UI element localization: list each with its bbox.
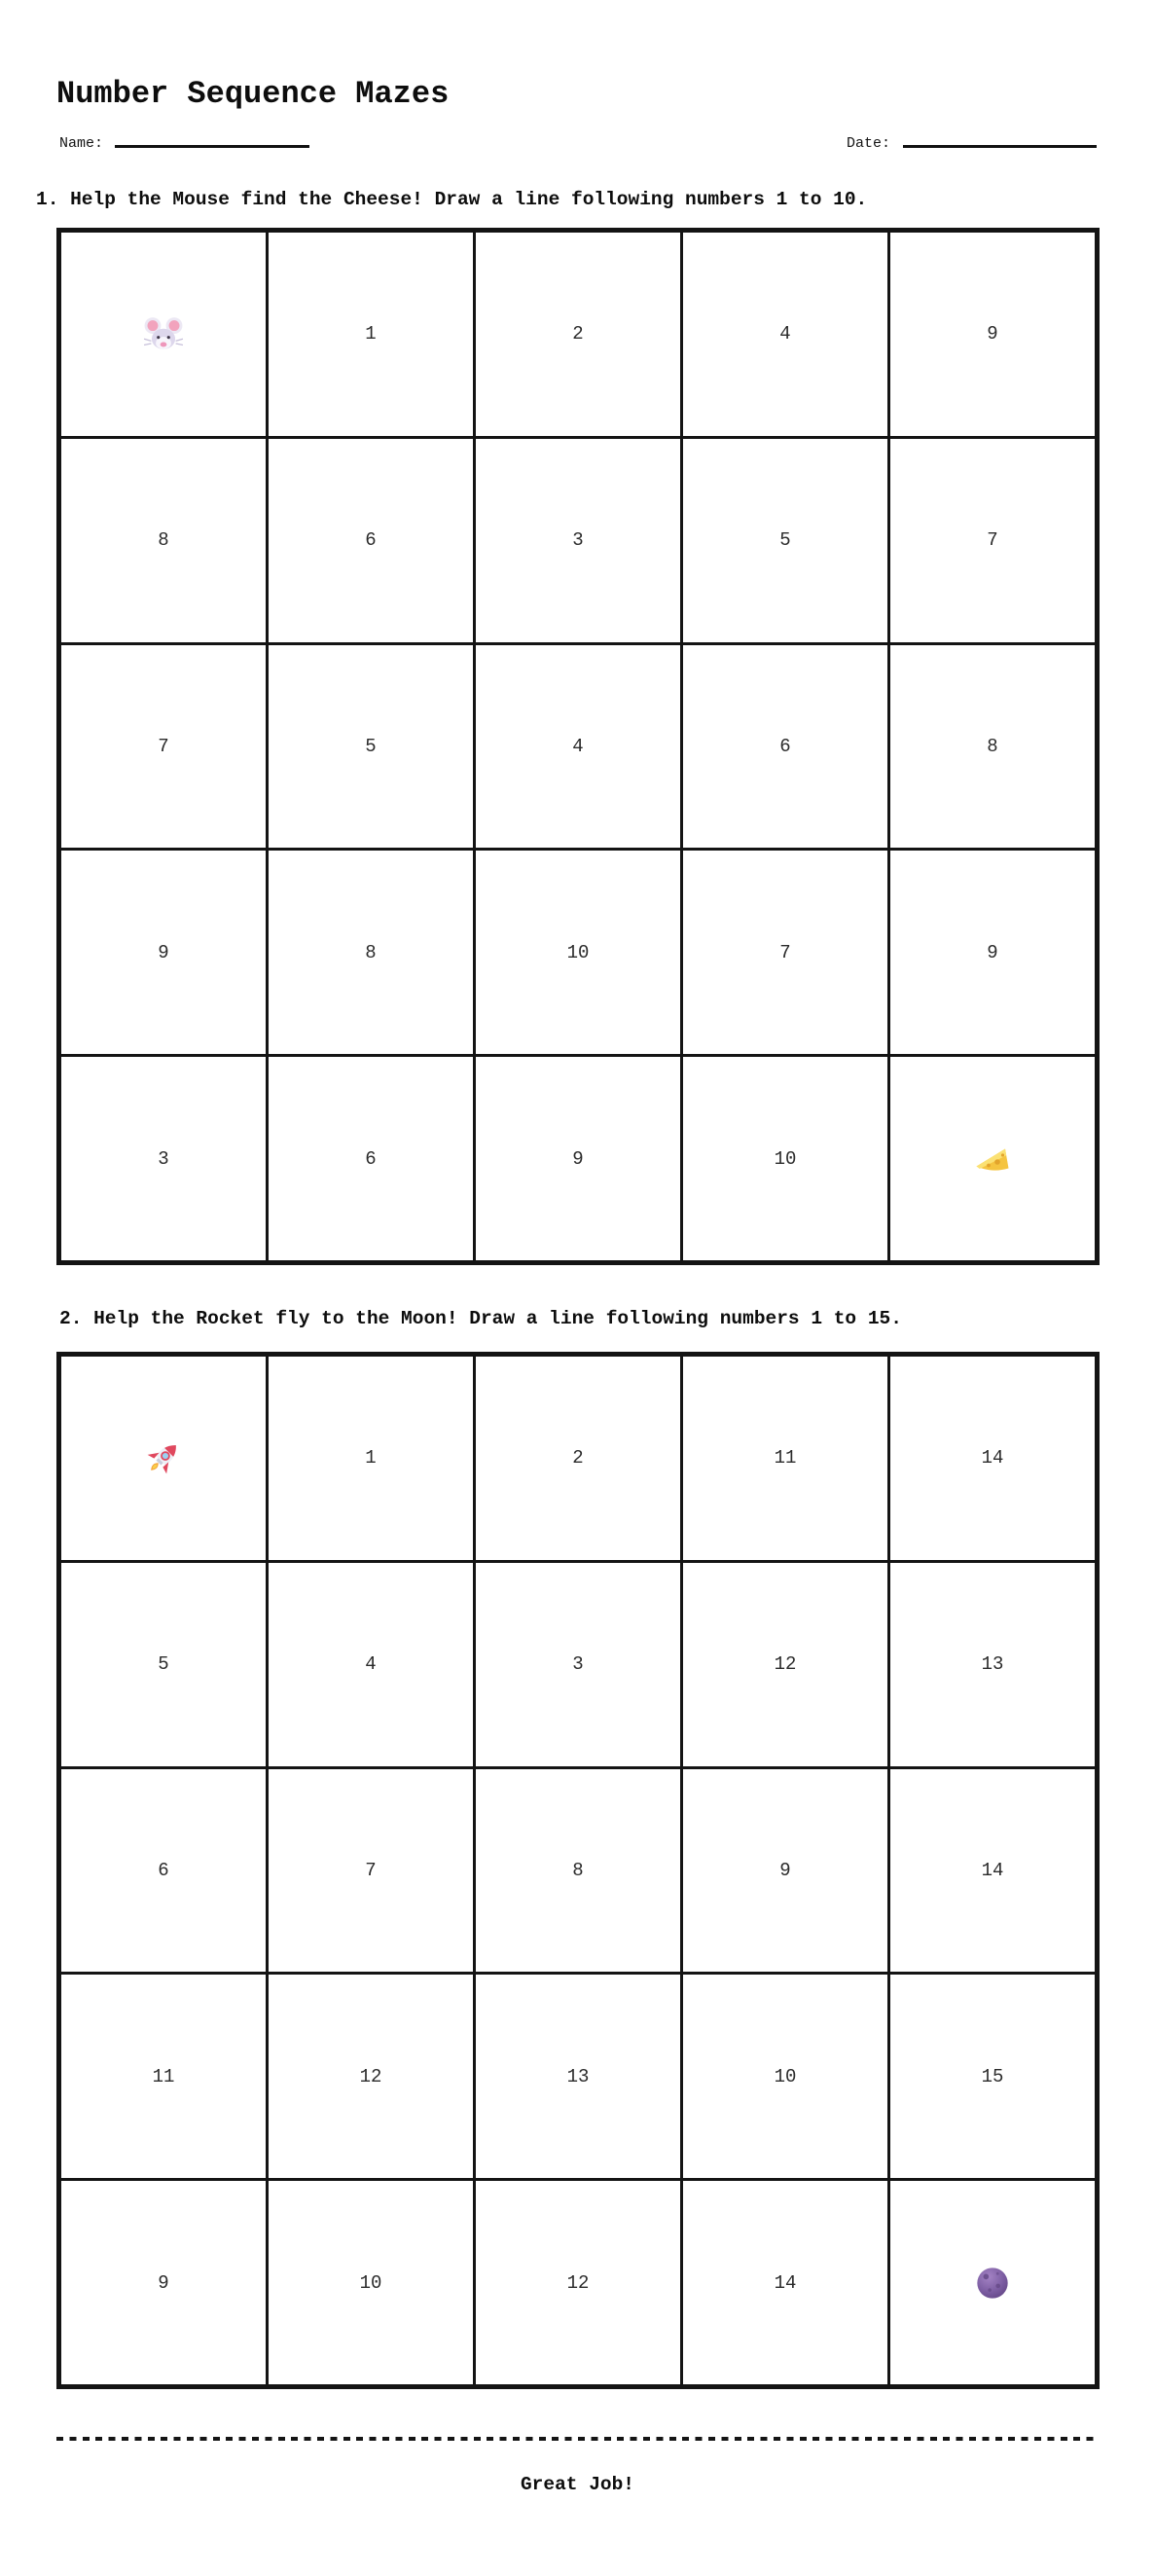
maze-cell: 10 xyxy=(683,1057,887,1260)
date-fill-line xyxy=(903,145,1097,148)
maze-cell: 12 xyxy=(476,2181,680,2384)
maze1-grid xyxy=(56,228,1100,1265)
mouse-icon xyxy=(143,313,184,354)
maze-cell: 10 xyxy=(269,2181,473,2384)
maze-cell: 13 xyxy=(890,1563,1095,1766)
maze-cell: 7 xyxy=(890,439,1095,642)
date-label: Date: xyxy=(847,135,891,152)
maze-cell: 9 xyxy=(890,851,1095,1054)
maze-cell: 6 xyxy=(269,1057,473,1260)
maze-cell: 5 xyxy=(61,1563,266,1766)
maze-cell: 3 xyxy=(61,1057,266,1260)
maze-cell: 8 xyxy=(476,1769,680,1973)
maze-cell: 2 xyxy=(476,1357,680,1560)
maze-cell: 1 xyxy=(269,1357,473,1560)
maze-cell: 12 xyxy=(269,1975,473,2178)
maze-cell: 9 xyxy=(61,851,266,1054)
maze-cell: 7 xyxy=(61,645,266,849)
maze-cell: 10 xyxy=(476,851,680,1054)
maze-cell: 2 xyxy=(476,233,680,436)
maze-cell: 10 xyxy=(683,1975,887,2178)
maze-cell: 8 xyxy=(269,851,473,1054)
maze-cell: 9 xyxy=(890,233,1095,436)
maze-cell: 13 xyxy=(476,1975,680,2178)
maze-cell: 9 xyxy=(476,1057,680,1260)
maze-cell: 7 xyxy=(683,851,887,1054)
maze-cell: 8 xyxy=(61,439,266,642)
maze-cell: 6 xyxy=(269,439,473,642)
maze2-grid xyxy=(56,1352,1100,2389)
maze-cell: 7 xyxy=(269,1769,473,1973)
maze-cell xyxy=(61,233,266,436)
maze-cell: 4 xyxy=(269,1563,473,1766)
maze-cell: 9 xyxy=(683,1769,887,1973)
maze-cell: 5 xyxy=(269,645,473,849)
maze-cell: 12 xyxy=(683,1563,887,1766)
maze-cell xyxy=(61,1357,266,1560)
maze-cell: 6 xyxy=(61,1769,266,1973)
maze-cell: 3 xyxy=(476,1563,680,1766)
footer-message: Great Job! xyxy=(520,2474,635,2495)
name-fill-line xyxy=(115,145,309,148)
maze-cell: 11 xyxy=(61,1975,266,2178)
maze-cell: 14 xyxy=(683,2181,887,2384)
maze-cell xyxy=(890,2181,1095,2384)
maze1-instruction: 1. Help the Mouse find the Cheese! Draw a line following numbers 1 to 10. xyxy=(36,189,868,210)
cheese-icon xyxy=(973,1140,1012,1179)
maze-cell: 11 xyxy=(683,1357,887,1560)
maze-cell xyxy=(890,1057,1095,1260)
maze-cell: 4 xyxy=(683,233,887,436)
maze-cell: 9 xyxy=(61,2181,266,2384)
rocket-icon xyxy=(142,1436,185,1479)
maze-cell: 1 xyxy=(269,233,473,436)
maze-cell: 6 xyxy=(683,645,887,849)
maze-cell: 5 xyxy=(683,439,887,642)
maze-cell: 3 xyxy=(476,439,680,642)
maze-cell: 8 xyxy=(890,645,1095,849)
maze-cell: 15 xyxy=(890,1975,1095,2178)
page-title: Number Sequence Mazes xyxy=(56,76,450,112)
dashed-divider xyxy=(56,2437,1099,2441)
moon-icon xyxy=(974,2265,1011,2302)
maze2-instruction: 2. Help the Rocket fly to the Moon! Draw a line following numbers 1 to 15. xyxy=(59,1308,902,1329)
maze-cell: 4 xyxy=(476,645,680,849)
name-label: Name: xyxy=(59,135,104,152)
maze-cell: 14 xyxy=(890,1769,1095,1973)
maze-cell: 14 xyxy=(890,1357,1095,1560)
